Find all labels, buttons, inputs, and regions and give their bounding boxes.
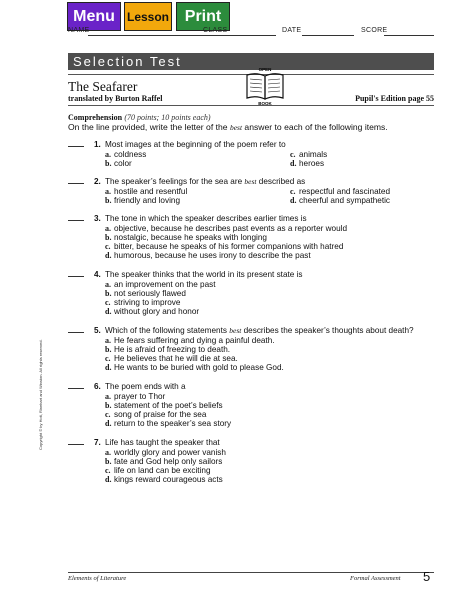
option-a: a. prayer to Thor bbox=[105, 392, 166, 401]
pupil-edition-ref: Pupil's Edition page 55 bbox=[355, 94, 434, 103]
divider bbox=[68, 105, 434, 106]
question-stem: 2. The speaker’s feelings for the sea are best described as bbox=[94, 177, 306, 186]
option-d: d. kings reward courageous acts bbox=[105, 475, 223, 484]
page-number: 5 bbox=[423, 569, 431, 584]
option-a: a. worldly glory and power vanish bbox=[105, 448, 226, 457]
copyright-notice: Copyright © by Holt, Rinehart and Winston. All rights reserved. bbox=[38, 339, 43, 450]
answer-blank[interactable] bbox=[68, 183, 84, 184]
date-line bbox=[302, 35, 354, 36]
answer-blank[interactable] bbox=[68, 220, 84, 221]
option-c: c. striving to improve bbox=[105, 298, 181, 307]
class-label: CLASS bbox=[203, 27, 228, 34]
option-c: c. animals bbox=[290, 150, 328, 159]
footer-section: Formal Assessment bbox=[350, 575, 401, 582]
print-button[interactable]: Print bbox=[176, 2, 230, 31]
footer-rule bbox=[68, 572, 434, 573]
option-d: d. He wants to be buried with gold to please God. bbox=[105, 363, 284, 372]
option-d: d. heroes bbox=[290, 159, 325, 168]
option-a: a. objective, because he describes past events as a reporter would bbox=[105, 224, 348, 233]
option-b: b. not seriously flawed bbox=[105, 289, 186, 298]
section-title: Selection Test bbox=[73, 54, 182, 69]
option-b: b. He is afraid of freezing to death. bbox=[105, 345, 231, 354]
menu-button[interactable]: Menu bbox=[67, 2, 121, 31]
option-d: d. return to the speaker’s sea story bbox=[105, 419, 232, 428]
question-stem: 6. The poem ends with a bbox=[94, 382, 186, 391]
option-a: a. coldness bbox=[105, 150, 147, 159]
option-d: d. without glory and honor bbox=[105, 307, 200, 316]
option-b: b. statement of the poet’s beliefs bbox=[105, 401, 223, 410]
comprehension-points: (70 points; 10 points each) bbox=[124, 113, 211, 122]
class-line bbox=[226, 35, 276, 36]
question-stem: 3. The tone in which the speaker describes earlier times is bbox=[94, 214, 307, 223]
option-d: d. humorous, because he uses irony to describe the past bbox=[105, 251, 311, 260]
answer-blank[interactable] bbox=[68, 146, 84, 147]
question-stem: 1. Most images at the beginning of the poem refer to bbox=[94, 140, 286, 149]
option-c: c. song of praise for the sea bbox=[105, 410, 207, 419]
answer-blank[interactable] bbox=[68, 388, 84, 389]
option-c: c. bitter, because he speaks of his former companions with hatred bbox=[105, 242, 344, 251]
option-c: c. He believes that he will die at sea. bbox=[105, 354, 238, 363]
header-fields bbox=[68, 27, 434, 39]
option-a: a. an improvement on the past bbox=[105, 280, 216, 289]
option-c: c. life on land can be exciting bbox=[105, 466, 211, 475]
option-b: b. nostalgic, because he speaks with longing bbox=[105, 233, 267, 242]
date-label: DATE bbox=[282, 27, 302, 34]
lesson-button[interactable]: Lesson bbox=[124, 2, 172, 31]
option-b: b. fate and God help only sailors bbox=[105, 457, 223, 466]
option-b: b. friendly and loving bbox=[105, 196, 180, 205]
score-line bbox=[384, 35, 434, 36]
comprehension-heading bbox=[68, 113, 211, 122]
answer-blank[interactable] bbox=[68, 444, 84, 445]
question-stem: 5. Which of the following statements best describes the speaker’s thoughts about death? bbox=[94, 326, 414, 335]
name-label: NAME bbox=[68, 27, 90, 34]
option-a: a. He fears suffering and dying a painful death. bbox=[105, 336, 275, 345]
question-stem: 4. The speaker thinks that the world in its present state is bbox=[94, 270, 303, 279]
option-c: c. respectful and fascinated bbox=[290, 187, 391, 196]
footer-book-title: Elements of Literature bbox=[68, 575, 127, 582]
open-book-icon bbox=[244, 66, 286, 106]
option-b: b. color bbox=[105, 159, 132, 168]
option-d: d. cheerful and sympathetic bbox=[290, 196, 391, 205]
comprehension-label: Comprehension bbox=[68, 113, 123, 122]
book-icon-top-label: OPEN bbox=[258, 67, 272, 72]
answer-blank[interactable] bbox=[68, 276, 84, 277]
instructions: On the line provided, write the letter of the best answer to each of the following items. bbox=[68, 122, 388, 132]
option-a: a. hostile and resentful bbox=[105, 187, 188, 196]
answer-blank[interactable] bbox=[68, 332, 84, 333]
page-subtitle: translated by Burton Raffel bbox=[68, 94, 163, 103]
question-stem: 7. Life has taught the speaker that bbox=[94, 438, 220, 447]
book-icon-bottom-label: BOOK bbox=[258, 101, 272, 106]
score-label: SCORE bbox=[361, 27, 388, 34]
page-title: The Seafarer bbox=[68, 79, 138, 94]
